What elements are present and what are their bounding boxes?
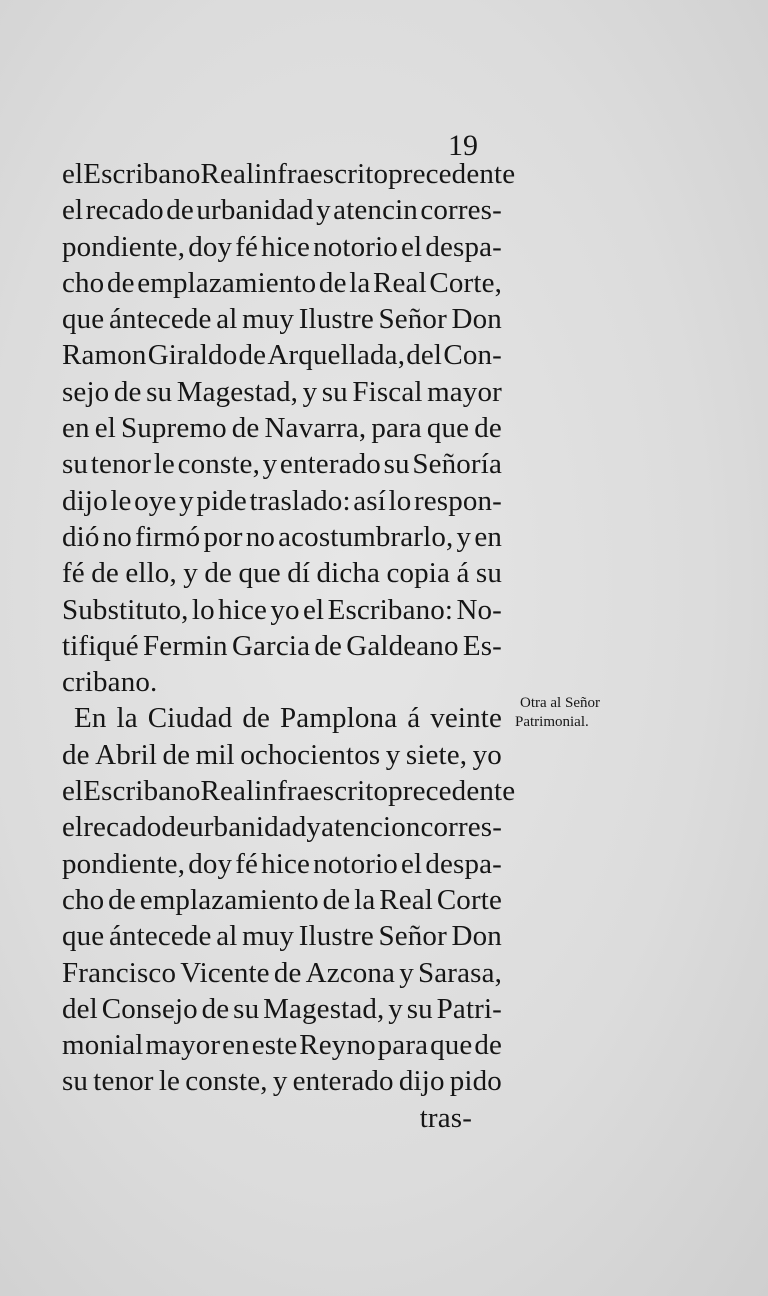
text-line bbox=[62, 1027, 502, 1063]
word: que bbox=[238, 557, 281, 590]
text-line bbox=[62, 374, 502, 410]
word: en bbox=[222, 1029, 250, 1062]
word: dicha bbox=[316, 557, 381, 590]
word: y bbox=[183, 557, 198, 590]
word: Fiscal bbox=[352, 375, 423, 408]
word: tenor bbox=[93, 1065, 154, 1098]
word: en bbox=[474, 520, 502, 553]
word: respon- bbox=[413, 484, 502, 517]
word: no bbox=[102, 520, 132, 553]
word: Don bbox=[451, 303, 502, 336]
word: Don bbox=[451, 920, 502, 953]
word: Es- bbox=[462, 629, 502, 662]
word: Escribano bbox=[83, 775, 201, 808]
word: Arquellada, bbox=[267, 339, 406, 372]
word: Giraldo bbox=[147, 339, 238, 372]
word: y bbox=[399, 956, 414, 989]
word: á bbox=[407, 702, 421, 735]
word: la bbox=[116, 702, 138, 735]
word: Pamplona bbox=[280, 702, 398, 735]
word: le bbox=[153, 448, 175, 481]
text-line bbox=[62, 156, 516, 192]
word: doy bbox=[188, 230, 233, 263]
word: y bbox=[388, 992, 403, 1025]
word: su bbox=[321, 375, 348, 408]
word: tenor bbox=[90, 448, 152, 481]
word: despa- bbox=[425, 230, 502, 263]
word: emplazamiento bbox=[139, 883, 319, 916]
word: precedente bbox=[388, 158, 516, 190]
text-line bbox=[62, 192, 502, 228]
word: de bbox=[273, 956, 302, 989]
word: emplazamiento bbox=[137, 266, 317, 299]
word: que bbox=[426, 412, 470, 445]
word: su bbox=[233, 992, 260, 1025]
word: mil bbox=[195, 738, 235, 771]
word: Señor bbox=[378, 303, 447, 336]
word: Real bbox=[373, 266, 427, 299]
word: de bbox=[161, 811, 190, 844]
word: le bbox=[158, 1065, 181, 1098]
word: de bbox=[91, 557, 119, 590]
word: corres- bbox=[420, 194, 502, 227]
word: mayor bbox=[145, 1029, 221, 1062]
word: Galdeano bbox=[346, 629, 459, 662]
text-line bbox=[62, 955, 502, 991]
text-line bbox=[62, 773, 516, 809]
word: ántecede bbox=[108, 303, 212, 336]
word: fé bbox=[235, 230, 259, 263]
word: el bbox=[62, 158, 84, 190]
word: Ramon bbox=[62, 339, 147, 372]
text-line bbox=[62, 628, 502, 664]
word: Corte, bbox=[429, 266, 502, 299]
word: de bbox=[322, 883, 351, 916]
text-line bbox=[62, 592, 502, 628]
word: lo bbox=[388, 484, 412, 517]
word: de bbox=[201, 992, 230, 1025]
text-line bbox=[62, 265, 502, 301]
word: atencin bbox=[333, 194, 418, 227]
word: que bbox=[430, 1029, 473, 1062]
marginal-note bbox=[515, 694, 630, 732]
word: Sarasa, bbox=[418, 956, 502, 989]
word: Consejo bbox=[101, 992, 198, 1025]
word: lo bbox=[191, 593, 215, 626]
word: Real bbox=[200, 158, 255, 190]
word: firmó bbox=[135, 520, 201, 553]
word: yo bbox=[270, 593, 300, 626]
word: de bbox=[318, 266, 347, 299]
word: infraescrito bbox=[254, 158, 389, 190]
text-line bbox=[62, 301, 502, 337]
text-line bbox=[62, 991, 502, 1027]
word: Vicente bbox=[180, 956, 270, 989]
word: y bbox=[385, 738, 401, 771]
word: No- bbox=[456, 593, 502, 626]
text-line bbox=[62, 918, 502, 954]
word: muy bbox=[242, 920, 295, 953]
text-line bbox=[62, 737, 502, 773]
word: fé bbox=[62, 557, 85, 590]
page-number: 19 bbox=[448, 129, 478, 162]
word: Substituto, bbox=[62, 593, 189, 626]
word: doy bbox=[188, 847, 233, 880]
word: recado bbox=[85, 194, 164, 227]
word: al bbox=[216, 920, 238, 953]
word: el bbox=[401, 847, 423, 880]
word: fé bbox=[235, 847, 259, 880]
word: precedente bbox=[388, 775, 516, 808]
word: Patri- bbox=[436, 992, 502, 1025]
word: de bbox=[106, 266, 135, 299]
word: atencion bbox=[321, 811, 421, 844]
word: para bbox=[371, 412, 422, 445]
word: dijo bbox=[62, 484, 108, 517]
word: Fermin bbox=[143, 629, 228, 662]
word: y bbox=[262, 448, 278, 481]
word: y bbox=[302, 375, 318, 408]
word: de bbox=[166, 194, 194, 227]
text-line: cribano. bbox=[62, 666, 158, 699]
word: para bbox=[377, 1029, 429, 1062]
word: traslado: bbox=[249, 484, 351, 517]
text-line bbox=[62, 700, 502, 736]
word: el bbox=[62, 775, 84, 808]
text-line bbox=[62, 809, 502, 845]
text-line bbox=[62, 337, 502, 373]
body-text bbox=[62, 156, 516, 1136]
word: al bbox=[216, 303, 238, 336]
word: su bbox=[475, 557, 502, 590]
word: de bbox=[108, 883, 136, 916]
word: este bbox=[251, 1029, 298, 1062]
word: le bbox=[110, 484, 132, 517]
word: Señoría bbox=[412, 448, 502, 481]
word: muy bbox=[242, 303, 295, 336]
word: yo bbox=[472, 738, 502, 771]
word: en bbox=[62, 412, 90, 445]
word: sejo bbox=[62, 375, 110, 408]
word: monial bbox=[62, 1029, 144, 1062]
word: cho bbox=[62, 266, 105, 299]
word: Con- bbox=[443, 339, 502, 372]
word: pido bbox=[449, 1065, 502, 1098]
word: urbanidad bbox=[189, 811, 307, 844]
word: del bbox=[62, 992, 98, 1025]
word: pondiente, bbox=[62, 847, 186, 880]
word: y bbox=[456, 520, 472, 553]
word: Magestad, bbox=[176, 375, 299, 408]
word: corres- bbox=[420, 811, 503, 844]
word: dió bbox=[62, 520, 100, 553]
word: Francisco bbox=[62, 956, 177, 989]
text-line bbox=[62, 410, 502, 446]
word: Ilustre bbox=[298, 303, 374, 336]
word: Real bbox=[200, 775, 255, 808]
word: que bbox=[62, 303, 105, 336]
word: de bbox=[474, 412, 502, 445]
word: el bbox=[303, 593, 325, 626]
word: de bbox=[162, 738, 191, 771]
word: no bbox=[245, 520, 275, 553]
word: hice bbox=[218, 593, 267, 626]
word: de bbox=[62, 738, 90, 771]
word: su bbox=[62, 448, 89, 481]
word: notorio bbox=[313, 847, 398, 880]
word: Escribano bbox=[83, 158, 201, 190]
word: su bbox=[406, 992, 433, 1025]
word: á bbox=[456, 557, 470, 590]
word: hice bbox=[261, 847, 311, 880]
word: Navarra, bbox=[264, 412, 367, 445]
word: el bbox=[401, 230, 423, 263]
word: por bbox=[203, 520, 243, 553]
word: de bbox=[204, 557, 233, 590]
word: veinte bbox=[430, 702, 502, 735]
word: pide bbox=[196, 484, 247, 517]
word: y bbox=[316, 194, 331, 227]
word: En bbox=[74, 702, 107, 735]
word: Señor bbox=[378, 920, 447, 953]
word: Real bbox=[379, 883, 433, 916]
word: y bbox=[272, 1065, 288, 1098]
word: su bbox=[383, 448, 410, 481]
text-line bbox=[62, 846, 502, 882]
word: Abril bbox=[95, 738, 158, 771]
word: cho bbox=[62, 883, 105, 916]
word: ochocientos bbox=[240, 738, 381, 771]
word: su bbox=[146, 375, 173, 408]
word: siete, bbox=[405, 738, 468, 771]
catchword: tras- bbox=[419, 1101, 472, 1134]
word: el bbox=[94, 412, 116, 445]
word: así bbox=[353, 484, 386, 517]
word: infraescrito bbox=[254, 775, 389, 808]
word: oye bbox=[134, 484, 177, 517]
word: del bbox=[406, 339, 443, 372]
word: Ilustre bbox=[298, 920, 374, 953]
word: Azcona bbox=[305, 956, 396, 989]
word: Supremo bbox=[120, 412, 227, 445]
text-line bbox=[62, 446, 502, 482]
word: la bbox=[349, 266, 371, 299]
word: pondiente, bbox=[62, 230, 186, 263]
word: ello, bbox=[125, 557, 177, 590]
text-line bbox=[62, 519, 502, 555]
word: su bbox=[62, 1065, 89, 1098]
word: Corte bbox=[436, 883, 502, 916]
word: de bbox=[231, 412, 260, 445]
word: Garcia bbox=[231, 629, 311, 662]
text-line bbox=[62, 483, 502, 519]
word: conste, bbox=[185, 1065, 268, 1098]
marginal-note-line: Otra al Señor bbox=[520, 695, 600, 711]
word: la bbox=[354, 883, 376, 916]
word: que bbox=[62, 920, 105, 953]
word: y bbox=[179, 484, 194, 517]
word: Reyno bbox=[299, 1029, 376, 1062]
word: notorio bbox=[313, 230, 398, 263]
text-line bbox=[62, 555, 502, 591]
word: hice bbox=[261, 230, 311, 263]
word: de bbox=[238, 339, 267, 372]
marginal-note-line: Patrimonial. bbox=[515, 714, 589, 730]
word: urbanidad bbox=[196, 194, 314, 227]
word: copia bbox=[386, 557, 451, 590]
word: el bbox=[62, 194, 84, 227]
text-line bbox=[62, 229, 502, 265]
word: enterado bbox=[279, 448, 381, 481]
word: de bbox=[474, 1029, 502, 1062]
word: y bbox=[306, 811, 322, 844]
word: acostumbrarlo, bbox=[278, 520, 454, 553]
word: mayor bbox=[427, 375, 502, 408]
text-line bbox=[62, 882, 502, 918]
word: dí bbox=[287, 557, 311, 590]
word: Ciudad bbox=[147, 702, 233, 735]
word: recado bbox=[83, 811, 162, 844]
word: conste, bbox=[177, 448, 260, 481]
word: de bbox=[113, 375, 142, 408]
word: de bbox=[314, 629, 343, 662]
word: despa- bbox=[425, 847, 502, 880]
word: dijo bbox=[398, 1065, 445, 1098]
word: enterado bbox=[292, 1065, 394, 1098]
word: Magestad, bbox=[263, 992, 385, 1025]
word: de bbox=[242, 702, 271, 735]
word: el bbox=[62, 811, 84, 844]
word: tifiqué bbox=[62, 629, 139, 662]
text-line bbox=[62, 1063, 502, 1099]
word: ántecede bbox=[108, 920, 212, 953]
word: Escribano: bbox=[327, 593, 454, 626]
